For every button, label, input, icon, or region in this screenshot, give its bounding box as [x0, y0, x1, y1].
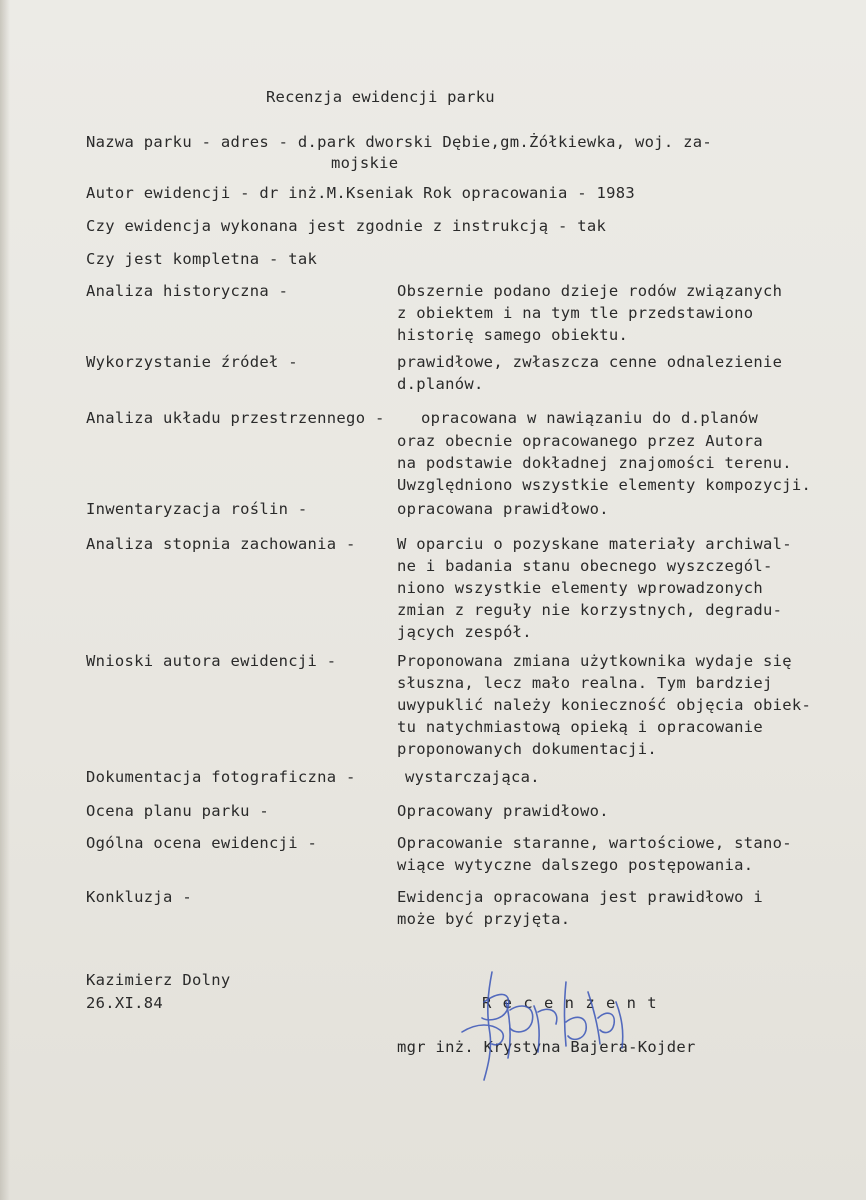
- section-text-historical: Obszernie podano dzieje rodów związanych z obiektem i na tym tle przedstawiono historię samego obiektu.: [397, 282, 783, 344]
- park-name-cont: mojskie: [331, 154, 399, 172]
- reviewer-heading: R e c e n z e n t: [482, 994, 658, 1012]
- section-text-spatial-cont: oraz obecnie opracowanego przez Autora na podstawie dokładnej znajomości terenu. Uwzględniono wszystkie elementy kompozycji.: [397, 432, 812, 494]
- section-text-sources: prawidłowe, zwłaszcza cenne odnalezienie d.planów.: [397, 353, 783, 393]
- section-text-overall: Opracowanie staranne, wartościowe, stano- wiące wytyczne dalszego postępowania.: [397, 834, 792, 874]
- reviewer-name: mgr inż. Krystyna Bajera-Kojder: [397, 1038, 696, 1056]
- park-name-line: Nazwa parku - adres - d.park dworski Dębie,gm.Żółkiewka, woj. za-: [86, 133, 713, 151]
- section-text-plants: opracowana prawidłowo.: [397, 500, 609, 518]
- section-label-photo: Dokumentacja fotograficzna -: [86, 768, 356, 786]
- section-label-preservation: Analiza stopnia zachowania -: [86, 535, 356, 553]
- section-label-plan: Ocena planu parku -: [86, 802, 270, 820]
- section-text-conclusions: Proponowana zmiana użytkownika wydaje się słuszna, lecz mało realna. Tym bardziej uwypuklić należy konieczność objęcia obiek- tu natychmiastową opieką i opracowanie proponowanych dokumentacji.: [397, 652, 812, 758]
- completeness-line: Czy jest kompletna - tak: [86, 250, 318, 268]
- section-label-spatial: Analiza układu przestrzennego -: [86, 409, 385, 427]
- date: 26.XI.84: [86, 994, 164, 1012]
- place: Kazimierz Dolny: [86, 971, 231, 989]
- section-text-preservation: W oparciu o pozyskane materiały archiwal- ne i badania stanu obecnego wyszczegól- niono wszystkie elementy wprowadzonych zmian z reguły nie korzystnych, degradu- jących zespół.: [397, 535, 792, 641]
- section-text-spatial: opracowana w nawiązaniu do d.planów: [421, 409, 759, 427]
- handwritten-signature: [448, 962, 648, 1092]
- section-label-plants: Inwentaryzacja roślin -: [86, 500, 308, 518]
- section-text-plan: Opracowany prawidłowo.: [397, 802, 609, 820]
- section-label-conclusion: Konkluzja -: [86, 888, 192, 906]
- page-edge-shadow: [0, 0, 10, 1200]
- section-label-historical: Analiza historyczna -: [86, 282, 289, 300]
- conformity-line: Czy ewidencja wykonana jest zgodnie z instrukcją - tak: [86, 217, 607, 235]
- section-text-photo: wystarczająca.: [405, 768, 540, 786]
- section-label-overall: Ogólna ocena ewidencji -: [86, 834, 318, 852]
- section-label-conclusions: Wnioski autora ewidencji -: [86, 652, 337, 670]
- section-label-sources: Wykorzystanie źródeł -: [86, 353, 298, 371]
- document-title: Recenzja ewidencji parku: [266, 88, 495, 106]
- author-line: Autor ewidencji - dr inż.M.Kseniak Rok opracowania - 1983: [86, 184, 636, 202]
- section-text-conclusion: Ewidencja opracowana jest prawidłowo i może być przyjęta.: [397, 888, 764, 928]
